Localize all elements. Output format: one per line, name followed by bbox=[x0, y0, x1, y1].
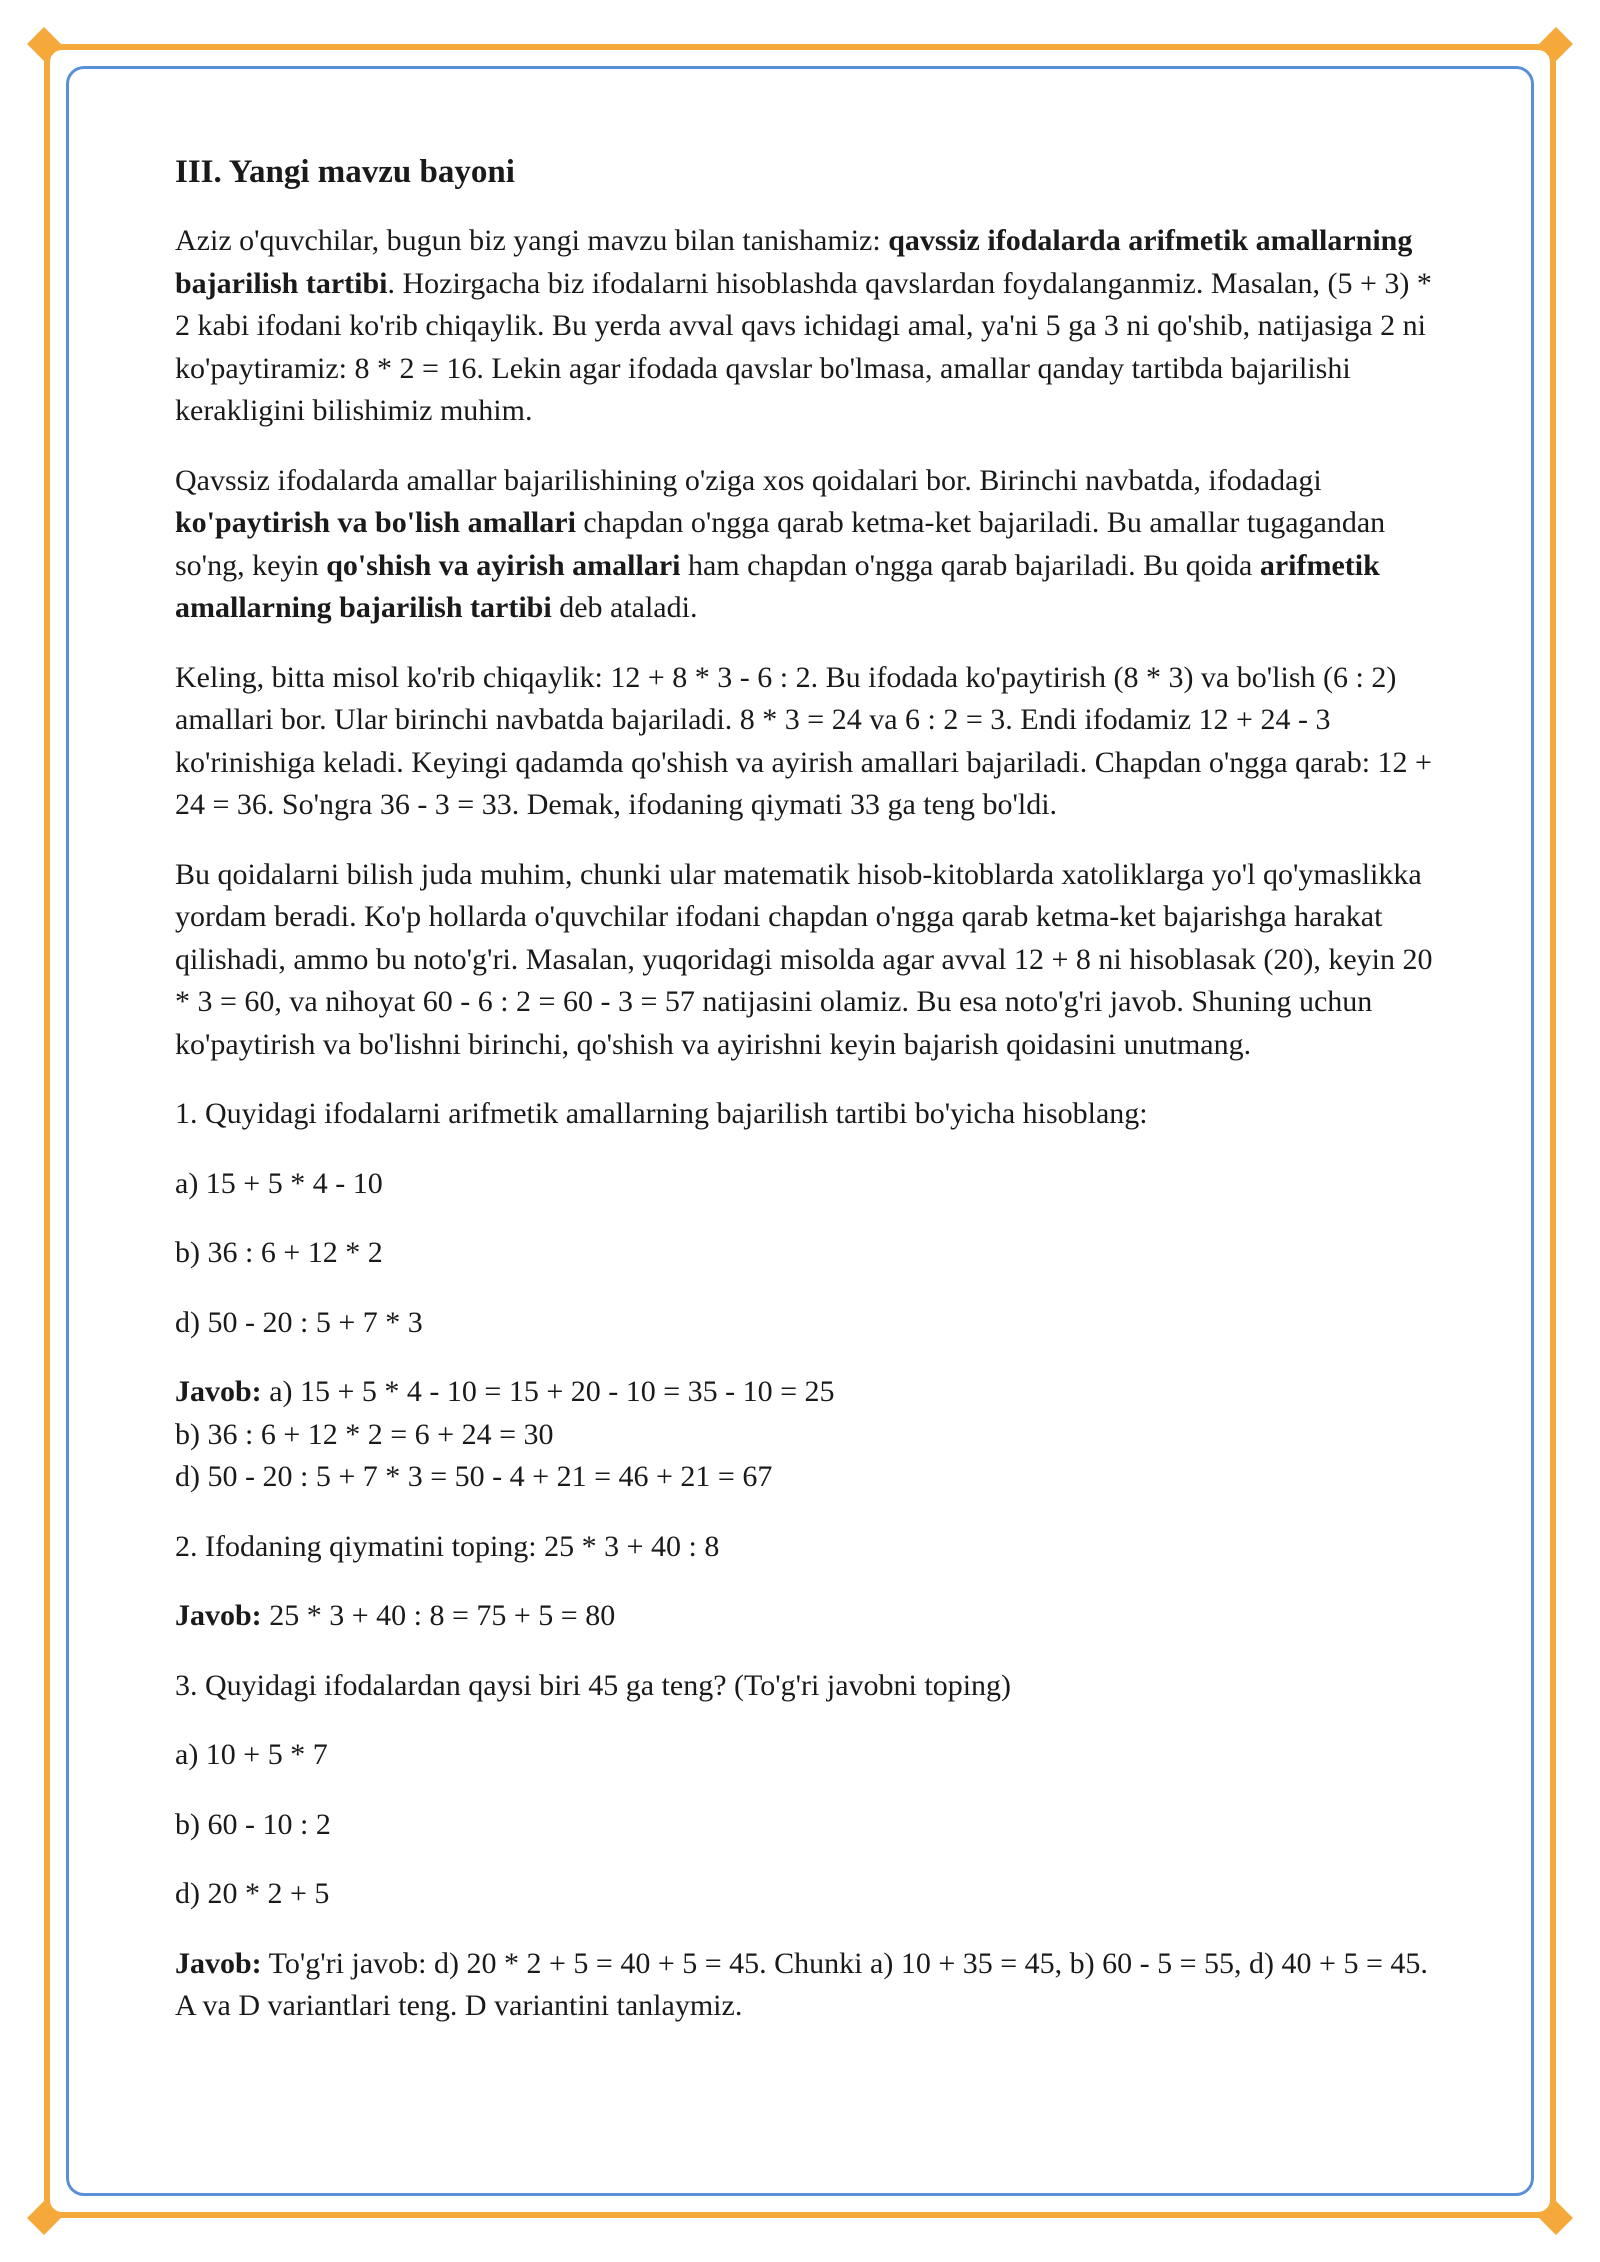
exercise-3-item-d: d) 20 * 2 + 5 bbox=[175, 1877, 330, 1910]
bold-phrase: ko'paytirish va bo'lish amallari bbox=[175, 506, 576, 539]
exercise-3-item-a: a) 10 + 5 * 7 bbox=[175, 1738, 328, 1771]
text-run: ham chapdan o'ngga qarab bajariladi. Bu qoida bbox=[680, 548, 1260, 582]
exercise-1-answer-line-b: b) 36 : 6 + 12 * 2 = 6 + 24 = 30 bbox=[175, 1417, 554, 1451]
exercise-2-question: 2. Ifodaning qiymatini toping: 25 * 3 + 40 : 8 bbox=[175, 1529, 720, 1563]
section-heading: III. Yangi mavzu bayoni bbox=[175, 154, 515, 190]
paragraph-example bbox=[175, 657, 1443, 827]
exercise-1-answer-line-d: d) 50 - 20 : 5 + 7 * 3 = 50 - 4 + 21 = 46 + 21 = 67 bbox=[175, 1460, 773, 1493]
paragraph-warning bbox=[175, 854, 1443, 1067]
exercise-1-question: 1. Quyidagi ifodalarni arifmetik amallarning bajarilish tartibi bo'yicha hisoblang: bbox=[175, 1097, 1148, 1130]
answer-label: Javob: bbox=[175, 1599, 262, 1632]
exercise-1-item-b: b) 36 : 6 + 12 * 2 bbox=[175, 1236, 383, 1269]
exercise-2-answer bbox=[175, 1595, 1443, 1638]
exercise-3-question: 3. Quyidagi ifodalardan qaysi biri 45 ga teng? (To'g'ri javobni toping) bbox=[175, 1668, 1012, 1702]
answer-label: Javob: bbox=[175, 1375, 262, 1408]
answer-text: To'g'ri javob: d) 20 * 2 + 5 = 40 + 5 = 45. Chunki a) 10 + 35 = 45, b) 60 - 5 = 55, d) 40 + 5 = 45. A va D variantlari teng. D variantini tanlaymiz. bbox=[175, 1946, 1428, 2022]
text-run: Qavssiz ifodalarda amallar bajarilishining o'ziga xos qoidalari bor. Birinchi navbatda, ifodadagi bbox=[175, 463, 1322, 497]
text-run: deb ataladi. bbox=[551, 591, 698, 624]
text-run: Keling, bitta misol ko'rib chiqaylik: 12 + 8 * 3 - 6 : 2. Bu ifodada ko'paytirish (8 * 3) va bo'lish (6 : 2) amallari bor. Ular birinchi navbatda bajariladi. 8 * 3 = 24 va 6 : 2 = 3. Endi ifodamiz 12 + 24 - 3 ko'rinishiga keladi. Keyingi qadamda qo'shish va ayirish amallari bajariladi. Chapdan o'ngga qarab: 12 + 24 = 36. So'ngra 36 - 3 = 33. Demak, ifodaning qiymati 33 ga teng bo'ldi. bbox=[175, 660, 1432, 821]
text-run: Aziz o'quvchilar, bugun biz yangi mavzu bilan tanishamiz: bbox=[175, 224, 889, 257]
paragraph-rule bbox=[175, 460, 1443, 630]
answer-label: Javob: bbox=[175, 1946, 262, 1980]
text-run: . Hozirgacha biz ifodalarni hisoblashda qavslardan foydalanganmiz. Masalan, (5 + 3) * 2 kabi ifodani ko'rib chiqaylik. Bu yerda avval qavs ichidagi amal, ya'ni 5 ga 3 ni qo'shib, natijasiga 2 ni ko'paytiramiz: 8 * 2 = 16. Lekin agar ifodada qavslar bo'lmasa, amallar qanday tartibda bajarilishi kerakligini bilishimiz muhim. bbox=[175, 266, 1432, 427]
answer-text: a) 15 + 5 * 4 - 10 = 15 + 20 - 10 = 35 - 10 = 25 bbox=[261, 1375, 835, 1408]
exercise-1-item-a: a) 15 + 5 * 4 - 10 bbox=[175, 1166, 383, 1200]
text-run: Bu qoidalarni bilish juda muhim, chunki ular matematik hisob-kitoblarda xatoliklarga yo'l qo'ymaslikka yordam beradi. Ko'p hollarda o'quvchilar ifodani chapdan o'ngga qarab ketma-ket bajarishga harakat qilishadi, ammo bu noto'g'ri. Masalan, yuqoridagi misolda agar avval 12 + 8 ni hisoblasak (20), keyin 20 * 3 = 60, va nihoyat 60 - 6 : 2 = 60 - 3 = 57 natijasini olamiz. Bu esa noto'g'ri javob. Shuning uchun ko'paytirish va bo'lishni birinchi, qo'shish va ayirishni keyin bajarish qoidasini unutmang. bbox=[175, 857, 1433, 1061]
paragraph-intro bbox=[175, 220, 1443, 433]
exercise-1-item-d: d) 50 - 20 : 5 + 7 * 3 bbox=[175, 1305, 423, 1339]
exercise-3-item-b: b) 60 - 10 : 2 bbox=[175, 1807, 331, 1841]
answer-text: 25 * 3 + 40 : 8 = 75 + 5 = 80 bbox=[261, 1599, 616, 1632]
bold-phrase: qo'shish va ayirish amallari bbox=[326, 548, 681, 582]
document-body bbox=[175, 150, 1443, 2055]
exercise-1-answer bbox=[175, 1371, 1443, 1499]
exercise-3-answer bbox=[175, 1943, 1443, 2028]
exercise-1-answer-line-a bbox=[175, 1371, 1443, 1414]
text-run: chapdan o'ngga qarab ketma-ket bajariladi. Bu amallar tugagandan so'ng, keyin bbox=[175, 506, 1386, 582]
bold-phrase: arifmetik amallarning bajarilish tartibi bbox=[175, 548, 1380, 624]
bold-phrase: qavssiz ifodalarda arifmetik amallarning bajarilish tartibi bbox=[175, 224, 1413, 300]
